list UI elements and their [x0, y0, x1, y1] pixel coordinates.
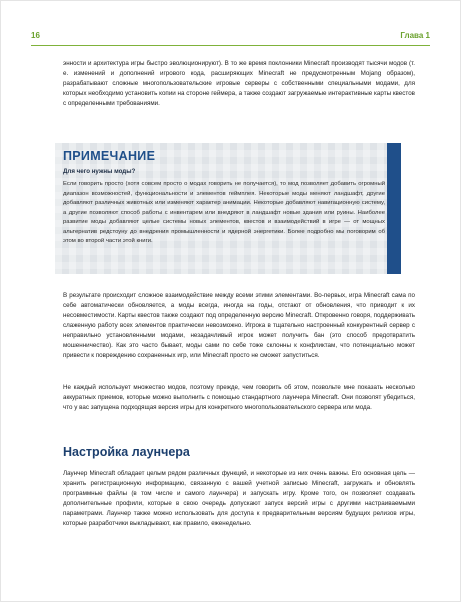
note-title: ПРИМЕЧАНИЕ: [63, 149, 156, 163]
body-paragraph-4: Лаунчер Minecraft обладает целым рядом различных функций, и некоторые из них очень важны. Его основная цель — хранить регистрационную информацию, связанную с вашей учетной записью Minecraft, загружать и обновлять программные файлы (в том числе и самого лаунчера) и запускать игру. Кроме того, он позволяет создавать дополнительные профили, которые в свою очередь допускают запуск версий игры с другими настраиваемыми параметрами. Лаунчер также можно использовать для доступа к предварительным версиям будущих релизов игры, которые разработчики выкладывают, как правило, еженедельно.: [63, 470, 415, 527]
section-heading: Настройка лаунчера: [63, 445, 190, 459]
note-subtitle: Для чего нужны моды?: [63, 168, 136, 175]
body-paragraph-3: Не каждый использует множество модов, поэтому прежде, чем говорить об этом, позвольте мне показать несколько аккуратных приемов, которые можно выполнить с помощью стандартного лаунчера Minecraft. Они позволят убедиться, что у вас запущена подходящая версия игры для конкретного многопользовательского сервера или мода.: [63, 384, 415, 411]
body-paragraph-2: В результате происходит сложное взаимодействие между всеми этими элементами. Во-первых, игра Minecraft сама по себе автоматически обновляется, а моды всегда, иногда на годы, отстают от обновления, что приводит к их несовместимости. Карты квестов также создают под определенную версию Minecraft. Откровенно говоря, поддерживать слаженную работу всех элементов практически невозможно. Игрока в тщательно настроенный конкурентный сервер с неправильно установленными модами, незадачливый игрок может получить бан (это способ предотвратить мошенничество). Как это часто бывает, моды сами по себе тоже склонны к конфликтам, что потенциально может привести к повреждению сохраненных игр, или Minecraft просто не сможет запуститься.: [63, 292, 415, 359]
intro-paragraph: энности и архитектура игры быстро эволюционируют). В то же время поклонники Minecraft производят тысячи модов (т. е. изменений и дополнений игрового кода, расширяющих Minecraft не предусмотренным Mojang образом), разрабатывают сложные многопользовательские игровые серверы с собственными специальными модами, для которых необходимо установить копии на стороне геймера, а также создают загружаемые интерактивные карты квестов с определенными требованиями.: [63, 60, 415, 107]
chapter-label: Глава 1: [400, 31, 430, 40]
page-number: 16: [31, 31, 40, 40]
note-accent-bar: [387, 143, 401, 274]
running-head: [31, 31, 430, 46]
note-box: [55, 143, 401, 274]
note-body: Если говорить просто (хотя совсем просто о модах говорить не получается), то мод позволяет добавить огромный диапазон возможностей, функциональности и элементов геймплея. Некоторые моды меняют ландшафт, другие добавляют различных животных или изменяют характер анимации. Некоторые добавляют навигационную систему, а другие позволяют способ работы с инвентарем или внедряют в ландшафт новые здания или руины. Наиболее развитие моды добавляют целые системы новых элементов, квестов и взаимодействий в игре — от мощных альтернатив редстоуну до внедрения промышленности и ядерной энергетики. Более подробно мы поговорим об этом во второй части этой книги.: [63, 181, 385, 244]
